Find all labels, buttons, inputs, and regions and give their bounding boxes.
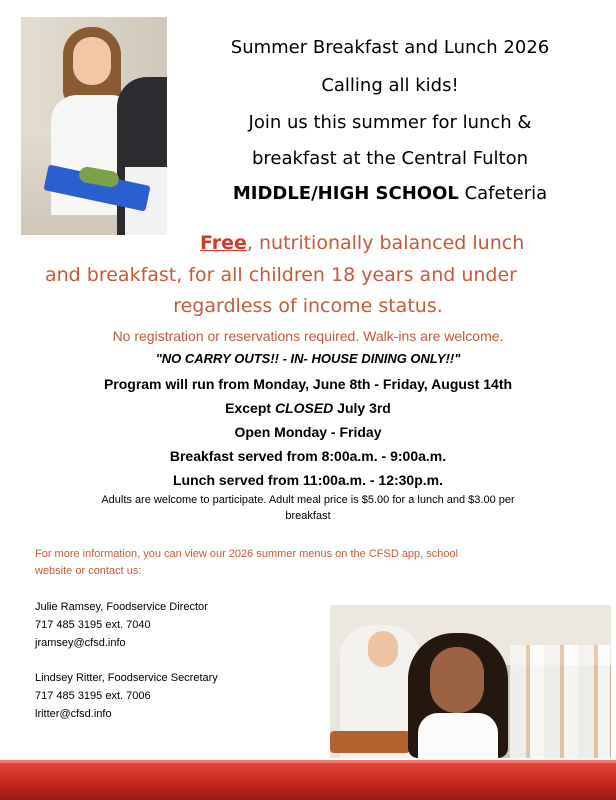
free-label: Free	[200, 232, 247, 254]
offer-line-2: and breakfast, for all children 18 years and under	[45, 264, 517, 286]
contact-2-phone: 717 485 3195 ext. 7006	[35, 690, 151, 702]
registration-notice: No registration or reservations required. Walk-ins are welcome.	[112, 328, 504, 344]
header-line-join: Join us this summer for lunch &	[248, 112, 532, 133]
adult-price-line-2: breakfast	[285, 510, 331, 522]
info-line-1: For more information, you can view our 2026 summer menus on the CFSD app, school	[35, 548, 459, 560]
school-name-rest: Cafeteria	[458, 183, 548, 204]
cafeteria-server-photo	[21, 17, 167, 235]
program-dates: Program will run from Monday, June 8th - Friday, August 14th	[103, 376, 513, 392]
offer-line-1	[200, 232, 580, 254]
school-name-bold: MIDDLE/HIGH SCHOOL	[232, 183, 459, 204]
footer-bar	[0, 760, 616, 800]
closed-notice	[0, 400, 616, 416]
header-line-calling: Calling all kids!	[321, 75, 459, 96]
contact-1-phone: 717 485 3195 ext. 7040	[35, 619, 151, 631]
contact-1-email[interactable]: jramsey@cfsd.info	[35, 637, 126, 649]
except-pre: Except	[225, 400, 275, 416]
adult-price-line-1: Adults are welcome to participate. Adult meal price is $5.00 for a lunch and $3.00 per	[101, 494, 515, 506]
children-lunch-line-photo	[330, 605, 611, 758]
header-line-school	[170, 183, 610, 204]
breakfast-hours: Breakfast served from 8:00a.m. - 9:00a.m.	[169, 448, 447, 464]
open-days: Open Monday - Friday	[234, 424, 382, 440]
info-line-2: website or contact us:	[35, 565, 142, 577]
closed-word: CLOSED	[274, 400, 334, 416]
lunch-hours: Lunch served from 11:00a.m. - 12:30p.m.	[173, 472, 443, 488]
header-line-breakfast: breakfast at the Central Fulton	[251, 148, 529, 169]
contact-2-email[interactable]: lritter@cfsd.info	[35, 708, 112, 720]
no-carry-outs: "NO CARRY OUTS!! - IN- HOUSE DINING ONLY!!"	[155, 351, 461, 366]
except-post: July 3rd	[333, 400, 391, 416]
offer-line-3: regardless of income status.	[173, 295, 443, 317]
contact-2-name: Lindsey Ritter, Foodservice Secretary	[35, 672, 218, 684]
offer-line-1-rest: , nutritionally balanced lunch	[246, 232, 525, 254]
flyer-title: Summer Breakfast and Lunch 2026	[230, 37, 550, 58]
contact-1-name: Julie Ramsey, Foodservice Director	[35, 601, 208, 613]
